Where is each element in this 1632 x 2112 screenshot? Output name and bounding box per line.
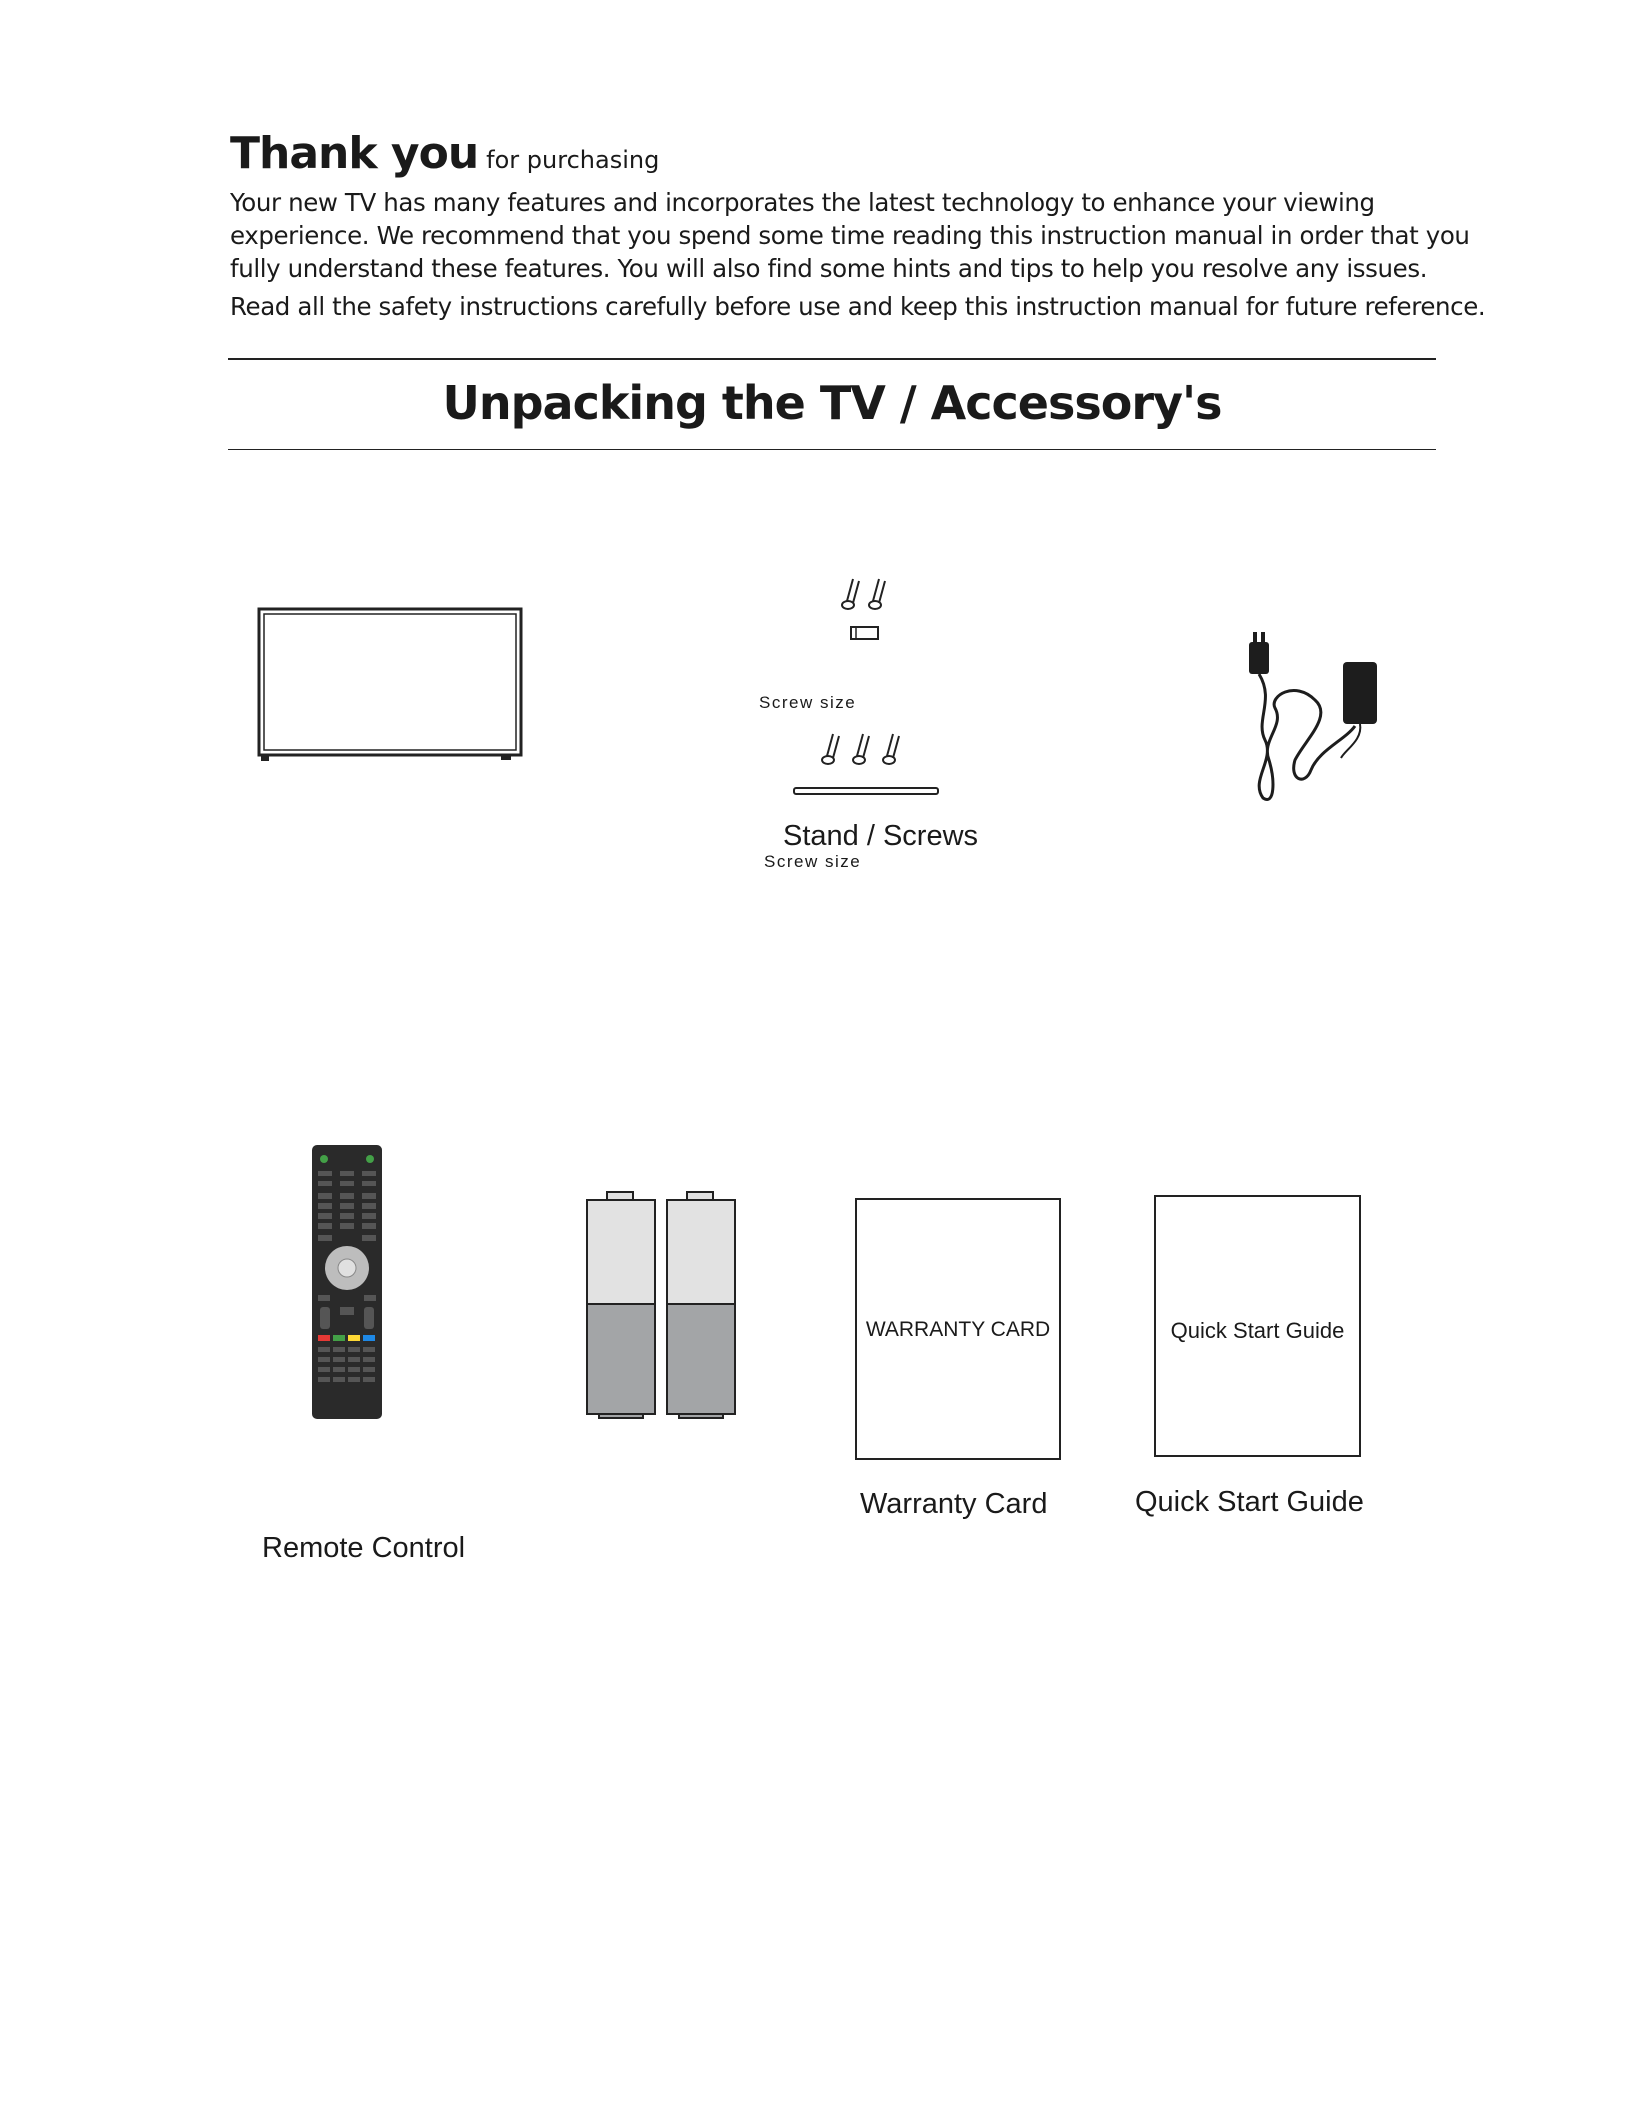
screw-size-caption-top: Screw size xyxy=(759,693,857,712)
batteries-icon xyxy=(585,1190,745,1420)
thank-you-small: for purchasing xyxy=(486,146,660,174)
intro-paragraph xyxy=(230,186,1486,323)
divider-bottom xyxy=(228,449,1436,450)
screws-top-icon xyxy=(835,575,895,615)
bracket-icon xyxy=(848,623,882,643)
safety-line: Read all the safety instructions carefully before use and keep this instruction manual for future reference. xyxy=(230,292,1486,321)
warranty-card-box xyxy=(855,1198,1061,1460)
stand-screws-label: Stand / Screws xyxy=(783,820,979,852)
section-title: Unpacking the TV / Accessory's xyxy=(442,376,1222,430)
intro-line: experience. We recommend that you spend some time reading this instruction manual in order that you xyxy=(230,221,1470,250)
thank-you-heading xyxy=(230,128,659,179)
quick-start-guide-text: Quick Start Guide xyxy=(1170,1318,1345,1343)
screw-size-caption-bottom: Screw size xyxy=(764,852,862,871)
stand-bar-icon xyxy=(792,785,940,797)
quick-start-guide-box xyxy=(1154,1195,1361,1457)
divider-top xyxy=(228,358,1436,360)
warranty-card-label: Warranty Card xyxy=(860,1488,1048,1520)
intro-line: Your new TV has many features and incorporates the latest technology to enhance your viewing xyxy=(230,188,1375,217)
remote-control-label: Remote Control xyxy=(262,1532,466,1564)
screws-bottom-icon xyxy=(815,730,905,770)
intro-line: fully understand these features. You will also find some hints and tips to help you resolve any issues. xyxy=(230,254,1428,283)
tv-illustration xyxy=(255,605,525,765)
power-adapter-icon xyxy=(1245,630,1395,810)
thank-you-big: Thank you xyxy=(230,128,479,179)
warranty-card-text: WARRANTY CARD xyxy=(865,1318,1051,1341)
remote-control-icon xyxy=(310,1143,384,1421)
quick-start-guide-label: Quick Start Guide xyxy=(1135,1486,1364,1518)
